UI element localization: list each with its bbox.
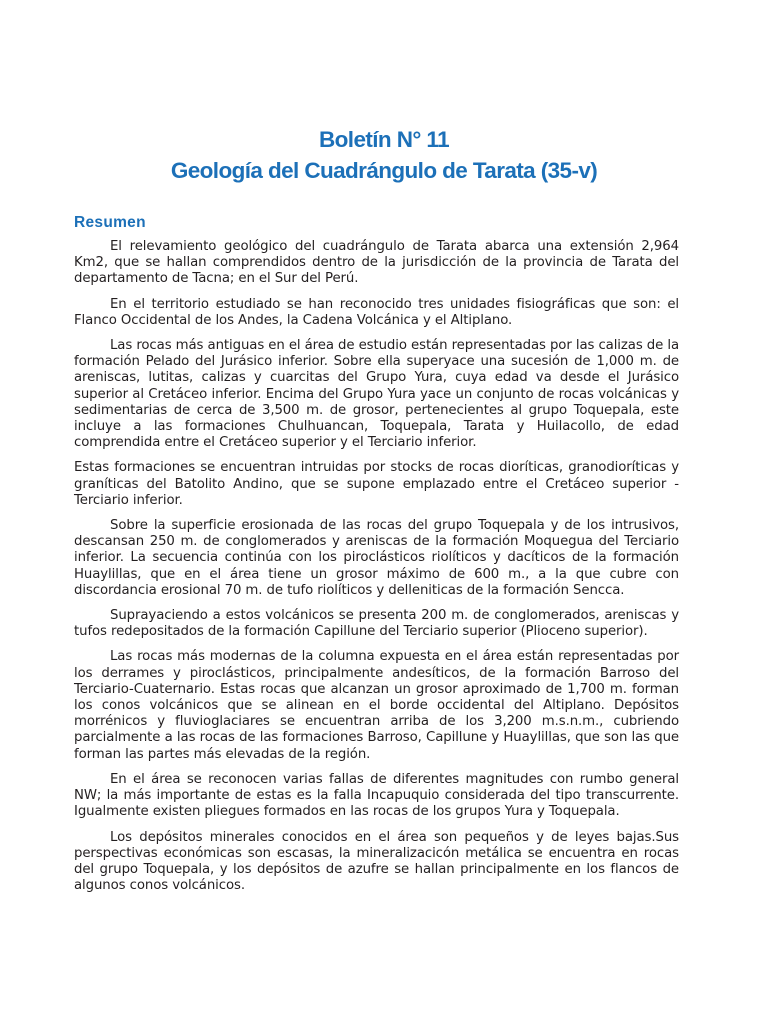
paragraph-9: Los depósitos minerales conocidos en el área son pequeños y de leyes bajas.Sus perspectivas económicas son escasas, la mineralizacicón metálica se encuentra en rocas del grupo Toquepala, y los depósitos de azufre se hallan principalmente en los flancos de algunos conos volcánicos.	[74, 829, 679, 894]
paragraph-4: Estas formaciones se encuentran intruidas por stocks de rocas dioríticas, granodioríticas y graníticas del Batolito Andino, que se supone emplazado entre el Cretáceo superior - Terciario inferior.	[74, 460, 679, 508]
paragraph-1: El relevamiento geológico del cuadrángulo de Tarata abarca una extensión 2,964 Km2, que se hallan comprendidos dentro de la jurisdicción de la provincia de Tarata del departamento de Tacna; en el Sur del Perú.	[74, 239, 679, 287]
title-block	[0, 124, 768, 186]
paragraph-5: Sobre la superficie erosionada de las rocas del grupo Toquepala y de los intrusivos, descansan 250 m. de conglomerados y areniscas de la formación Moquegua del Terciario inferior. La secuencia continúa con los piroclásticos riolíticos y dacíticos de la formación Huaylillas, que en el área tiene un grosor máximo de 600 m., a la que cubre con discordancia erosional 70 m. de tufo riolíticos y delleniticas de la formación Sencca.	[74, 518, 679, 598]
paragraph-2: En el territorio estudiado se han reconocido tres unidades fisiográficas que son: el Flanco Occidental de los Andes, la Cadena Volcánica y el Altiplano.	[74, 296, 679, 328]
paragraph-6: Suprayaciendo a estos volcánicos se presenta 200 m. de conglomerados, areniscas y tufos redepositados de la formación Capillune del Terciario superior (Plioceno superior).	[74, 608, 679, 640]
summary-body	[74, 239, 679, 903]
section-heading-resumen: Resumen	[74, 214, 146, 231]
paragraph-8: En el área se reconocen varias fallas de diferentes magnitudes con rumbo general NW; la más importante de estas es la falla Incapuquio considerada del tipo transcurrente. Igualmente existen pliegues formados en las rocas de los grupos Yura y Toquepala.	[74, 771, 679, 820]
paragraph-7: Las rocas más modernas de la columna expuesta en el área están representadas por los derrames y piroclásticos, principalmente andesíticos, de la formación Barroso del Terciario-Cuaternario. Estas rocas que alcanzan un grosor aproximado de 1,700 m. forman los conos volcánicos que se alinean en el borde occidental del Altiplano. Depósitos morrénicos y fluvioglaciares se encuentran arriba de los 3,200 m.s.n.m., cubriendo parcialmente a las rocas de las formaciones Barroso, Capillune y Huaylillas, que son las que forman las partes más elevadas de la región.	[74, 649, 679, 762]
document-title: Geología del Cuadrángulo de Tarata (35-v)	[170, 158, 598, 183]
bulletin-title: Boletín N° 11	[319, 127, 449, 152]
paragraph-3: Las rocas más antiguas en el área de estudio están representadas por las calizas de la formación Pelado del Jurásico inferior. Sobre ella superyace una sucesión de 1,000 m. de areniscas, lutitas, calizas y cuarcitas del Grupo Yura, cuya edad va desde el Jurásico superior al Cretáceo inferior. Encima del Grupo Yura yace un conjunto de rocas volcánicas y sedimentarias de cerca de 3,500 m. de grosor, pertenecientes al grupo Toquepala, este incluye a las formaciones Chulhuancan, Toquepala, Tarata y Huilacollo, de edad comprendida entre el Cretáceo superior y el Terciario inferior.	[74, 338, 679, 451]
